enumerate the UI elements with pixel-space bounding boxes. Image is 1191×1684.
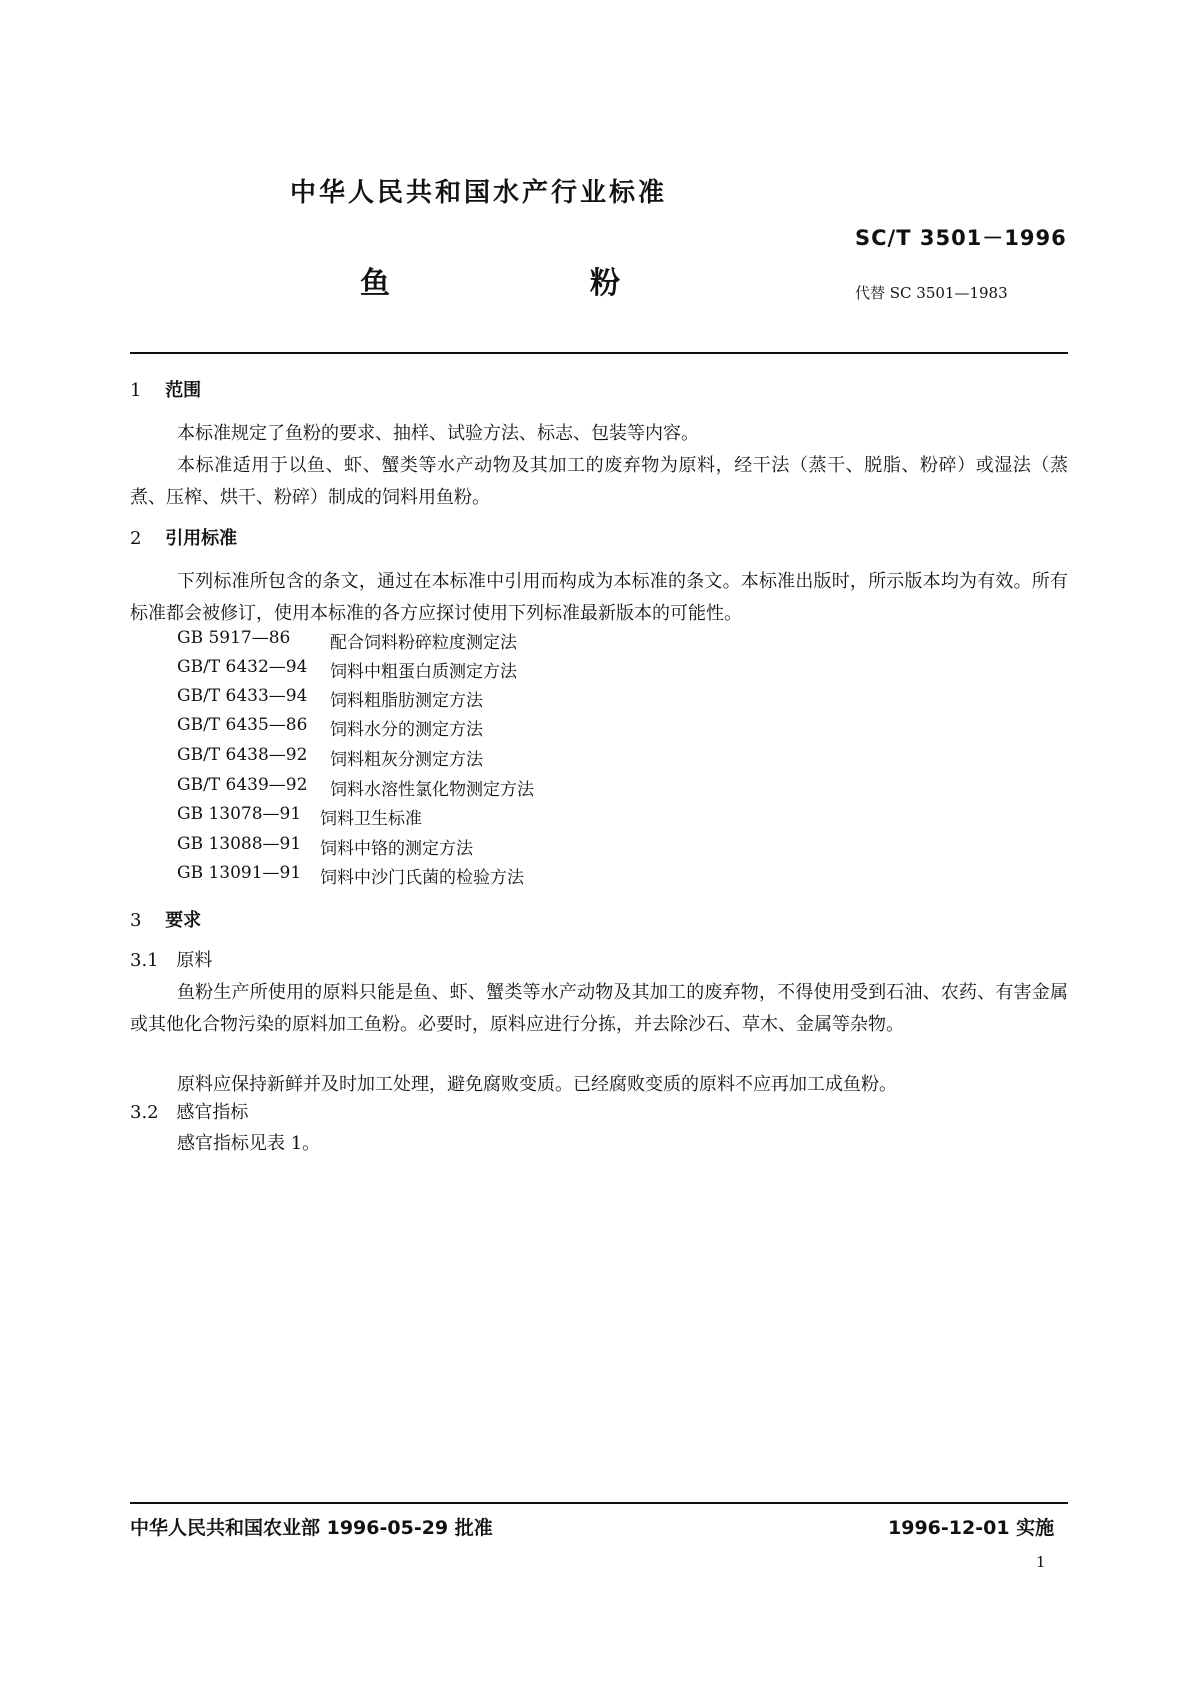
section-number: 2 [130,528,142,549]
reference-item [177,745,483,770]
reference-title: 饲料粗灰分测定方法 [330,750,483,770]
standard-number: SC/T 3501－1996 [855,226,1067,250]
title-char-2: 粉 [590,266,620,301]
reference-code: GB 13078—91 [177,804,302,824]
subsection-3-1-paragraph-1: 鱼粉生产所使用的原料只能是鱼、虾、蟹类等水产动物及其加工的废弃物，不得使用受到石油、农药、有害金属或其他化合物污染的原料加工鱼粉。必要时，原料应进行分拣，并去除沙石、草木、金属等杂物。 [130,982,1068,1035]
reference-code: GB/T 6439—92 [177,775,308,795]
reference-item [177,834,473,859]
section-2-heading [130,524,237,550]
reference-title: 饲料中粗蛋白质测定方法 [330,662,517,682]
section-1-heading [130,376,201,402]
subsection-number: 3.2 [130,1102,159,1123]
section-2-intro: 下列标准所包含的条文，通过在本标准中引用而构成为本标准的条文。本标准出版时，所示版本均为有效。所有标准都会被修订，使用本标准的各方应探讨使用下列标准最新版本的可能性。 [130,571,1068,624]
reference-code: GB 13091—91 [177,863,302,883]
subsection-title: 感官指标 [176,1102,249,1123]
reference-title: 饲料水分的测定方法 [330,720,483,740]
section-3-heading [130,906,201,932]
section-1-paragraph-1: 本标准规定了鱼粉的要求、抽样、试验方法、标志、包装等内容。 [177,423,699,444]
section-number: 3 [130,910,142,931]
approval-line: 中华人民共和国农业部 1996-05-29 批准 [130,1517,493,1539]
reference-title: 饲料中沙门氏菌的检验方法 [320,868,524,888]
reference-item [177,628,517,653]
reference-item [177,863,524,888]
section-title: 引用标准 [165,528,238,549]
reference-code: GB/T 6432—94 [177,657,308,677]
title-char-1: 鱼 [360,266,390,301]
reference-item [177,657,517,682]
document-title [360,258,620,302]
reference-code: GB/T 6433—94 [177,686,308,706]
reference-title: 饲料粗脂肪测定方法 [330,691,483,711]
reference-title: 配合饲料粉碎粒度测定法 [330,633,517,653]
reference-code: GB 5917—86 [177,628,291,648]
section-title: 要求 [165,910,202,931]
reference-item [177,804,422,829]
subsection-3-1-paragraph-2: 原料应保持新鲜并及时加工处理，避免腐败变质。已经腐败变质的原料不应再加工成鱼粉。 [177,1074,897,1095]
effective-date: 1996-12-01 实施 [888,1517,1055,1539]
subsection-title: 原料 [176,950,213,971]
reference-item [177,715,483,740]
reference-title: 饲料中铬的测定方法 [320,839,473,859]
replaces-note: 代替 SC 3501—1983 [855,284,1008,302]
header-divider [130,352,1068,354]
subsection-number: 3.1 [130,950,159,971]
reference-code: GB 13088—91 [177,834,302,854]
reference-code: GB/T 6435—86 [177,715,308,735]
section-number: 1 [130,380,142,401]
reference-code: GB/T 6438—92 [177,745,308,765]
section-1-paragraph-2: 本标准适用于以鱼、虾、蟹类等水产动物及其加工的废弃物为原料，经干法（蒸干、脱脂、粉碎）或湿法（蒸煮、压榨、烘干、粉碎）制成的饲料用鱼粉。 [130,455,1068,508]
subsection-3-2-heading [130,1098,248,1124]
page-number: 1 [1036,1553,1046,1571]
reference-item [177,686,483,711]
section-title: 范围 [165,380,202,401]
reference-title: 饲料水溶性氯化物测定方法 [330,780,534,800]
subsection-3-2-paragraph-1: 感官指标见表 1。 [177,1133,321,1154]
reference-item [177,775,534,800]
reference-title: 饲料卫生标准 [320,809,422,829]
subsection-3-1-heading [130,946,212,972]
footer-divider [130,1502,1068,1504]
issuer-heading: 中华人民共和国水产行业标准 [290,178,668,208]
